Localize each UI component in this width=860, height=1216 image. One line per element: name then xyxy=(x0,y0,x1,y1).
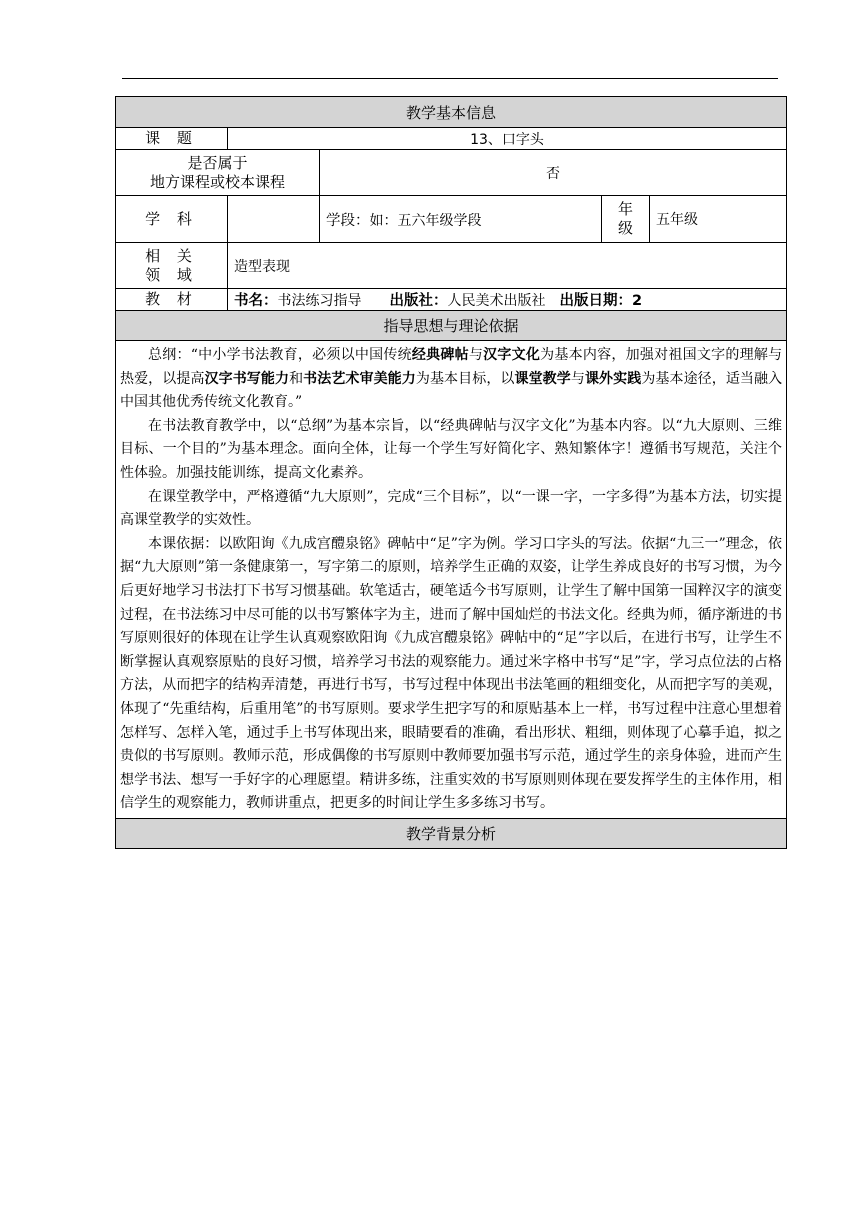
stage-value: 如：五六年级学段 xyxy=(369,212,482,229)
guiding-text xyxy=(116,341,787,819)
guiding-paragraph-3: 在课堂教学中，严格遵循“九大原则”，完成“三个目标”，以“一课一字，一字多得”为基本方法，切实提高课堂教学的实效性。 xyxy=(120,488,783,529)
grade-value: 五年级 xyxy=(650,196,787,243)
section-title: 指导思想与理论依据 xyxy=(116,311,787,341)
bold-run: 汉字书写能力 xyxy=(204,370,290,387)
lesson-plan-table xyxy=(115,96,787,849)
section-title: 教学基本信息 xyxy=(116,97,787,128)
grade-label-line2: 级 xyxy=(617,219,633,237)
grade-label-line1: 年 xyxy=(617,200,633,218)
text-run: 与 xyxy=(570,370,585,387)
book-value: 书法练习指导 xyxy=(277,293,362,309)
text-run: 和 xyxy=(289,370,304,387)
section-header-background xyxy=(116,818,787,848)
section-header-guiding xyxy=(116,311,787,341)
guiding-paragraph-4: 本课依据：以欧阳询《九成宫醴泉铭》碑帖中“足”字为例。学习口字头的写法。依据“九三一”理念，依据“九大原则”第一条健康第一，写字第二的原则，培养学生正确的双姿，让学生养成良好的书写习惯，为今后更好地学习书法打下书写习惯基础。软笔适古，硬笔适今书写原则，让学生了解中国第一国粹汉字的演变过程，在书法练习中尽可能的以书写繁体字为主，进而了解中国灿烂的书法文化。经典为师，循序渐进的书写原则很好的体现在让学生认真观察欧阳询《九成宫醴泉铭》碑帖中的“足”字以后，在进行书写，让学生不断掌握认真观察原贴的良好习惯，培养学习书法的观察能力。通过米字格中书写“足”字，学习点位法的占格方法，从而把字的结构弄清楚，再进行书写，书写过程中体现出书法笔画的粗细变化，从而把字写的美观，体现了“先重结构，后重用笔”的书写原则。要求学生把字写的和原贴基本上一样，书写过程中注意心里想着怎样写、怎样入笔，通过手上书写体现出来，眼睛要看的准确，看出形状、粗细，则体现了心摹手追，拟之贵似的书写原则。教师示范，形成偶像的书写原则中教师要加强书写示范，通过学生的亲身体验，进而产生想学书法、想写一手好字的心理愿望。精讲多练，注重实效的书写原则则体现在要发挥学生的主体作用，相信学生的观察能力，教师讲重点，把更多的时间让学生多多练习书写。 xyxy=(120,535,783,812)
row-local-course xyxy=(116,150,787,196)
publisher-label: 出版社： xyxy=(389,293,448,309)
topic-label: 课 题 xyxy=(116,128,228,150)
field-label xyxy=(116,243,228,289)
local-course-label-line2: 地方课程或校本课程 xyxy=(149,172,285,191)
subject-label: 学 科 xyxy=(116,196,228,243)
section-title: 教学背景分析 xyxy=(116,818,787,848)
text-run: 为基本途径，适当融入中国其他优秀传统文化教育。” xyxy=(120,370,783,411)
stage-label: 学段： xyxy=(326,212,370,229)
book-label: 书名： xyxy=(234,293,278,309)
field-label-line1: 相 关 xyxy=(145,246,198,265)
field-value: 造型表现 xyxy=(228,243,787,289)
header-rule xyxy=(122,78,778,79)
publish-date-value: 2 xyxy=(632,293,643,309)
bold-run: 经典碑帖 xyxy=(411,347,469,363)
text-run: 总纲：“中小学书法教育，必须以中国传统 xyxy=(148,347,412,363)
guiding-paragraph-1 xyxy=(120,344,782,415)
row-guiding-body xyxy=(116,341,787,819)
section-header-basic-info xyxy=(116,97,787,128)
local-course-label xyxy=(116,150,320,196)
row-subject xyxy=(116,196,787,243)
field-label-line2: 领 域 xyxy=(145,265,198,284)
bold-run: 书法艺术审美能力 xyxy=(303,370,416,387)
bold-run: 课堂教学 xyxy=(514,370,571,387)
row-topic xyxy=(116,128,787,150)
subject-value xyxy=(228,196,320,243)
stage-cell xyxy=(320,196,602,243)
local-course-label-line1: 是否属于 xyxy=(187,153,248,172)
topic-value: 13、口字头 xyxy=(228,128,787,150)
guiding-paragraph-2: 在书法教育教学中，以“总纲”为基本宗旨，以“经典碑帖与汉字文化”为基本内容。以“九大原则、三维目标、一个目的”为基本理念。面向全体，让每一个学生写好简化字、熟知繁体字！遵循书写规范，关注个性体验。加强技能训练，提高文化素养。 xyxy=(120,417,783,481)
bold-run: 汉字文化 xyxy=(483,347,541,363)
local-course-value: 否 xyxy=(320,150,787,196)
textbook-info xyxy=(228,289,787,311)
textbook-label: 教 材 xyxy=(116,289,228,311)
row-textbook xyxy=(116,289,787,311)
text-run: 与 xyxy=(468,347,484,363)
text-run: 为基本内容，加强对祖国文字的理解与热爱，以提高 xyxy=(120,347,783,387)
bold-run: 课外实践 xyxy=(584,370,642,387)
publisher-value: 人民美术出版社 xyxy=(447,293,546,309)
row-field xyxy=(116,243,787,289)
text-run: 为基本目标，以 xyxy=(415,370,515,387)
grade-label xyxy=(602,196,650,243)
publish-date-label: 出版日期： xyxy=(559,293,632,309)
